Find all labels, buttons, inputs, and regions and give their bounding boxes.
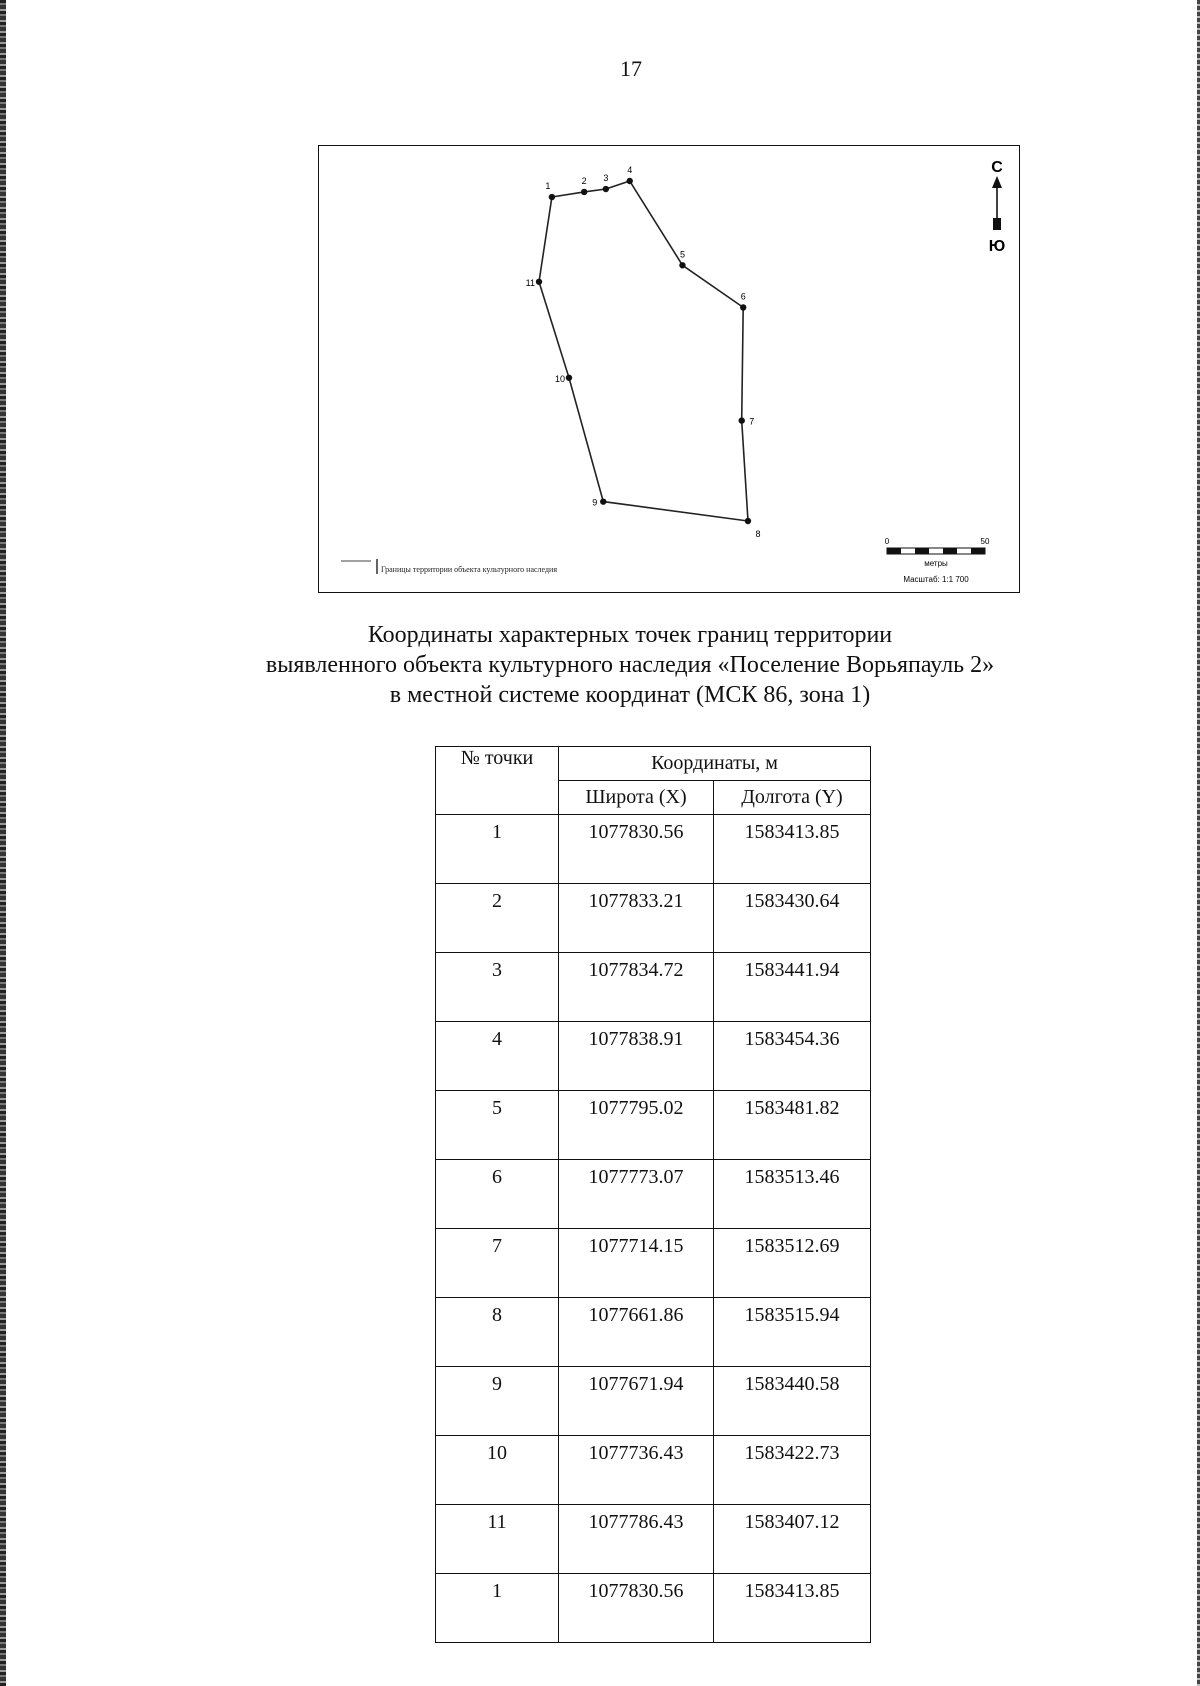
boundary-map bbox=[318, 145, 1020, 593]
boundary-point-label: 5 bbox=[679, 249, 685, 260]
boundary-point-marker bbox=[566, 375, 572, 381]
boundary-point-marker bbox=[740, 304, 746, 310]
latitude-x-cell: 1077834.72 bbox=[559, 953, 714, 1022]
point-number-cell: 4 bbox=[436, 1022, 559, 1091]
scan-edge-left bbox=[0, 0, 6, 1686]
scale-bar bbox=[885, 537, 990, 584]
point-number-cell: 2 bbox=[436, 884, 559, 953]
point-number-cell: 11 bbox=[436, 1505, 559, 1574]
boundary-point-label: 8 bbox=[755, 529, 761, 539]
table-row bbox=[436, 1022, 871, 1091]
header-latitude-x: Широта (X) bbox=[559, 781, 714, 815]
boundary-point-marker bbox=[600, 498, 606, 504]
boundary-point-label: 3 bbox=[603, 173, 609, 184]
table-row bbox=[436, 1160, 871, 1229]
longitude-y-cell: 1583440.58 bbox=[714, 1367, 871, 1436]
boundary-point-label: 6 bbox=[740, 291, 746, 302]
north-arrow-icon bbox=[989, 159, 1006, 255]
table-row bbox=[436, 884, 871, 953]
boundary-point-label: 1 bbox=[545, 181, 551, 192]
table-row bbox=[436, 815, 871, 884]
latitude-x-cell: 1077736.43 bbox=[559, 1436, 714, 1505]
boundary-point-marker bbox=[549, 194, 555, 200]
latitude-x-cell: 1077830.56 bbox=[559, 815, 714, 884]
boundary-point-marker bbox=[627, 178, 633, 184]
longitude-y-cell: 1583413.85 bbox=[714, 1574, 871, 1643]
map-canvas bbox=[319, 146, 1021, 594]
coordinates-table-body bbox=[436, 815, 871, 1643]
heading-line-1: Координаты характерных точек границ территории bbox=[367, 622, 893, 648]
coordinates-heading bbox=[150, 620, 1110, 710]
boundary-point-label: 10 bbox=[554, 373, 565, 384]
boundary-point-marker bbox=[603, 186, 609, 192]
page-number: 17 bbox=[620, 56, 642, 81]
scale-units: метры bbox=[924, 559, 948, 568]
header-coordinates: Координаты, м bbox=[559, 747, 871, 781]
longitude-y-cell: 1583512.69 bbox=[714, 1229, 871, 1298]
scale-ratio: Масштаб: 1:1 700 bbox=[903, 575, 969, 584]
point-number-cell: 9 bbox=[436, 1367, 559, 1436]
boundary-point-marker bbox=[679, 262, 685, 268]
territory-boundary-polygon bbox=[539, 181, 748, 521]
longitude-y-cell: 1583441.94 bbox=[714, 953, 871, 1022]
coordinates-table bbox=[435, 746, 871, 1643]
boundary-point-label: 4 bbox=[627, 165, 633, 175]
boundary-point-label: 2 bbox=[581, 175, 587, 186]
boundary-point-marker bbox=[745, 518, 751, 524]
table-row bbox=[436, 1298, 871, 1367]
table-row bbox=[436, 1574, 871, 1643]
latitude-x-cell: 1077838.91 bbox=[559, 1022, 714, 1091]
point-number-cell: 8 bbox=[436, 1298, 559, 1367]
latitude-x-cell: 1077786.43 bbox=[559, 1505, 714, 1574]
longitude-y-cell: 1583481.82 bbox=[714, 1091, 871, 1160]
heading-line-3: в местной системе координат (МСК 86, зона 1) bbox=[389, 682, 871, 708]
header-point-number: № точки bbox=[436, 747, 559, 815]
table-row bbox=[436, 1367, 871, 1436]
longitude-y-cell: 1583422.73 bbox=[714, 1436, 871, 1505]
scale-end: 50 bbox=[980, 537, 990, 546]
table-row bbox=[436, 953, 871, 1022]
boundary-point-marker bbox=[536, 279, 542, 285]
boundary-point-label: 7 bbox=[749, 416, 755, 427]
boundary-point-marker bbox=[581, 189, 587, 195]
table-row bbox=[436, 1091, 871, 1160]
latitude-x-cell: 1077795.02 bbox=[559, 1091, 714, 1160]
longitude-y-cell: 1583513.46 bbox=[714, 1160, 871, 1229]
latitude-x-cell: 1077773.07 bbox=[559, 1160, 714, 1229]
latitude-x-cell: 1077714.15 bbox=[559, 1229, 714, 1298]
boundary-point-label: 11 bbox=[525, 277, 535, 288]
boundary-point-label: 9 bbox=[592, 497, 598, 508]
latitude-x-cell: 1077671.94 bbox=[559, 1367, 714, 1436]
scale-start: 0 bbox=[884, 537, 890, 546]
point-number-cell: 6 bbox=[436, 1160, 559, 1229]
point-number-cell: 1 bbox=[436, 1574, 559, 1643]
latitude-x-cell: 1077830.56 bbox=[559, 1574, 714, 1643]
point-number-cell: 3 bbox=[436, 953, 559, 1022]
point-number-cell: 5 bbox=[436, 1091, 559, 1160]
header-longitude-y: Долгота (Y) bbox=[714, 781, 871, 815]
table-row bbox=[436, 1229, 871, 1298]
point-number-cell: 7 bbox=[436, 1229, 559, 1298]
longitude-y-cell: 1583515.94 bbox=[714, 1298, 871, 1367]
table-row bbox=[436, 1436, 871, 1505]
south-label: Ю bbox=[988, 238, 1006, 255]
longitude-y-cell: 1583413.85 bbox=[714, 815, 871, 884]
table-row bbox=[436, 1505, 871, 1574]
north-label: С bbox=[991, 159, 1003, 176]
boundary-point-marker bbox=[739, 417, 745, 423]
longitude-y-cell: 1583430.64 bbox=[714, 884, 871, 953]
heading-line-2: выявленного объекта культурного наследия «Поселение Ворьяпауль 2» bbox=[265, 652, 995, 678]
map-legend bbox=[341, 559, 557, 574]
latitude-x-cell: 1077833.21 bbox=[559, 884, 714, 953]
point-number-cell: 1 bbox=[436, 815, 559, 884]
legend-text: Границы территории объекта культурного наследия bbox=[381, 565, 558, 574]
longitude-y-cell: 1583454.36 bbox=[714, 1022, 871, 1091]
longitude-y-cell: 1583407.12 bbox=[714, 1505, 871, 1574]
latitude-x-cell: 1077661.86 bbox=[559, 1298, 714, 1367]
point-number-cell: 10 bbox=[436, 1436, 559, 1505]
